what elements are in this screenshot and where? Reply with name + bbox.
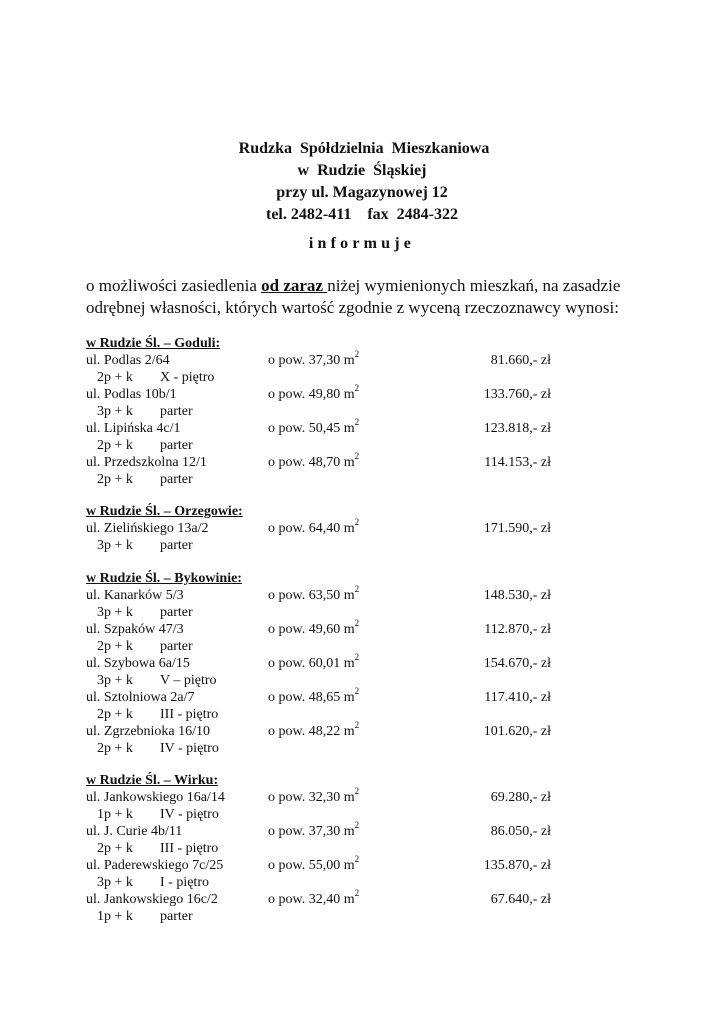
listing-area [268, 786, 360, 806]
listing-address: ul. Podlas 10b/1 [86, 387, 177, 402]
area-prefix: o pow. [268, 892, 309, 907]
listing-floor: parter [160, 605, 193, 620]
area-value: 64,40 [308, 521, 341, 536]
listing-floor: parter [160, 472, 193, 487]
area-unit: m [340, 421, 355, 436]
listing-row [86, 786, 646, 806]
listing-details-row [86, 604, 646, 621]
area-unit: m [340, 656, 355, 671]
listing-address: ul. Jankowskiego 16a/14 [86, 790, 225, 805]
intro-text-before: o możliwości zasiedlenia [86, 276, 262, 295]
cooperative-city: w Rudzie Śląskiej [297, 162, 427, 179]
district-section [86, 335, 646, 488]
area-unit-exponent: 2 [354, 786, 360, 797]
area-unit-exponent: 2 [354, 383, 360, 394]
listing-price: 117.410,- zł [484, 690, 551, 705]
listing-details-row [86, 874, 646, 891]
listing-area [268, 618, 360, 638]
listing-area [268, 417, 360, 437]
district-title: w Rudzie Śl. – Orzegowie: [86, 504, 243, 519]
area-prefix: o pow. [268, 521, 309, 536]
area-value: 49,60 [308, 622, 341, 637]
listing-rooms: 2p + k [97, 707, 133, 722]
listing-address: ul. Podlas 2/64 [86, 353, 170, 368]
listing-rooms: 2p + k [97, 472, 133, 487]
listing-floor: I - piętro [160, 875, 209, 890]
listing-area [268, 517, 360, 537]
listing-row [86, 349, 646, 369]
listing-details-row [86, 638, 646, 655]
listing-area [268, 584, 360, 604]
listing-details-row [86, 537, 646, 554]
listing-area [268, 820, 360, 840]
listing-area [268, 451, 360, 471]
area-prefix: o pow. [268, 455, 309, 470]
area-unit: m [340, 353, 355, 368]
intro-emphasis: od zaraz [261, 276, 328, 295]
listing-row [86, 417, 646, 437]
cooperative-name: Rudzka Spółdzielnia Mieszkaniowa [238, 140, 490, 157]
listing-price: 112.870,- zł [484, 622, 551, 637]
announcement-heading: informuje [308, 235, 416, 252]
listing-rooms: 2p + k [97, 438, 133, 453]
listing-price: 148.530,- zł [483, 588, 551, 603]
district-section [86, 570, 646, 757]
area-value: 32,30 [308, 790, 341, 805]
area-prefix: o pow. [268, 421, 309, 436]
listing-address: ul. Jankowskiego 16c/2 [86, 892, 218, 907]
cooperative-header [0, 138, 724, 226]
listing-price: 123.818,- zł [483, 421, 551, 436]
listing-details-row [86, 672, 646, 689]
area-prefix: o pow. [268, 588, 309, 603]
area-value: 37,30 [308, 824, 341, 839]
listing-floor: III - piętro [160, 707, 219, 722]
area-unit: m [340, 588, 355, 603]
listing-floor: III - piętro [160, 841, 219, 856]
listing-rooms: 3p + k [97, 538, 133, 553]
listing-details-row [86, 471, 646, 488]
listing-address: ul. Szpaków 47/3 [86, 622, 184, 637]
area-unit: m [340, 455, 355, 470]
area-unit: m [340, 521, 355, 536]
area-unit: m [340, 824, 355, 839]
area-value: 48,65 [308, 690, 341, 705]
listing-details-row [86, 740, 646, 757]
area-prefix: o pow. [268, 690, 309, 705]
listing-floor: parter [160, 404, 193, 419]
district-section [86, 503, 646, 554]
area-prefix: o pow. [268, 622, 309, 637]
district-title: w Rudzie Śl. – Goduli: [86, 336, 221, 351]
area-unit-exponent: 2 [354, 652, 360, 663]
listing-address: ul. Sztolniowa 2a/7 [86, 690, 195, 705]
listing-rooms: 3p + k [97, 673, 133, 688]
listing-rooms: 3p + k [97, 404, 133, 419]
listing-price: 101.620,- zł [483, 724, 551, 739]
listing-row [86, 820, 646, 840]
listing-row [86, 383, 646, 403]
area-unit-exponent: 2 [354, 854, 360, 865]
area-unit-exponent: 2 [354, 584, 360, 595]
area-unit-exponent: 2 [354, 618, 360, 629]
area-unit-exponent: 2 [354, 417, 360, 428]
area-prefix: o pow. [268, 790, 309, 805]
listing-row [86, 618, 646, 638]
listing-rooms: 2p + k [97, 841, 133, 856]
cooperative-address: przy ul. Magazynowej 12 [276, 184, 448, 201]
intro-line-1 [86, 275, 646, 297]
listing-row [86, 686, 646, 706]
intro-line-2: odrębnej własności, których wartość zgodnie z wyceną rzeczoznawcy wynosi: [86, 298, 619, 317]
listing-rooms: 3p + k [97, 875, 133, 890]
area-prefix: o pow. [268, 353, 309, 368]
listing-address: ul. Przedszkolna 12/1 [86, 455, 207, 470]
area-value: 60,01 [308, 656, 341, 671]
area-unit-exponent: 2 [354, 686, 360, 697]
listing-area [268, 686, 360, 706]
area-unit-exponent: 2 [354, 820, 360, 831]
listing-rooms: 2p + k [97, 370, 133, 385]
listing-price: 67.640,- zł [490, 892, 551, 907]
listing-row [86, 652, 646, 672]
listing-details-row [86, 806, 646, 823]
listing-floor: parter [160, 538, 193, 553]
area-value: 48,70 [308, 455, 341, 470]
listing-area [268, 383, 360, 403]
listing-price: 133.760,- zł [483, 387, 551, 402]
area-unit-exponent: 2 [354, 517, 360, 528]
listing-address: ul. Zielińskiego 13a/2 [86, 521, 209, 536]
area-prefix: o pow. [268, 656, 309, 671]
intro-paragraph [86, 275, 646, 319]
area-value: 50,45 [308, 421, 341, 436]
district-title: w Rudzie Śl. – Wirku: [86, 773, 219, 788]
listing-price: 154.670,- zł [483, 656, 551, 671]
listing-address: ul. Szybowa 6a/15 [86, 656, 190, 671]
listing-price: 114.153,- zł [484, 455, 551, 470]
area-unit: m [340, 790, 355, 805]
area-prefix: o pow. [268, 724, 309, 739]
listing-row [86, 720, 646, 740]
area-value: 55,00 [308, 858, 341, 873]
listing-rooms: 1p + k [97, 909, 133, 924]
listing-rooms: 3p + k [97, 605, 133, 620]
area-unit-exponent: 2 [354, 720, 360, 731]
area-unit: m [340, 387, 355, 402]
listing-price: 69.280,- zł [490, 790, 551, 805]
area-unit: m [340, 724, 355, 739]
listing-area [268, 652, 360, 672]
listing-row [86, 451, 646, 471]
area-prefix: o pow. [268, 858, 309, 873]
listing-floor: parter [160, 438, 193, 453]
listing-row [86, 517, 646, 537]
listing-area [268, 888, 360, 908]
listing-rooms: 2p + k [97, 639, 133, 654]
area-value: 37,30 [308, 353, 341, 368]
district-title: w Rudzie Śl. – Bykowinie: [86, 571, 242, 586]
listing-floor: parter [160, 909, 193, 924]
listing-floor: IV - piętro [160, 807, 219, 822]
area-value: 48,22 [308, 724, 341, 739]
listing-details-row [86, 908, 646, 925]
listing-row [86, 584, 646, 604]
area-unit-exponent: 2 [354, 451, 360, 462]
listing-address: ul. Zgrzebnioka 16/10 [86, 724, 211, 739]
area-value: 32,40 [308, 892, 341, 907]
listing-price: 171.590,- zł [483, 521, 551, 536]
intro-text-after: niżej wymienionych mieszkań, na zasadzie [327, 276, 621, 295]
listing-price: 135.870,- zł [483, 858, 551, 873]
listing-floor: X - piętro [160, 370, 215, 385]
listing-floor: parter [160, 639, 193, 654]
cooperative-contact: tel. 2482-411 fax 2484-322 [266, 206, 458, 223]
listing-area [268, 349, 360, 369]
listing-floor: IV - piętro [160, 741, 219, 756]
listing-rooms: 2p + k [97, 741, 133, 756]
listing-floor: V – piętro [160, 673, 217, 688]
listing-address: ul. Paderewskiego 7c/25 [86, 858, 224, 873]
listing-row [86, 888, 646, 908]
listing-area [268, 720, 360, 740]
area-unit-exponent: 2 [354, 349, 360, 360]
district-section [86, 772, 646, 925]
area-unit: m [340, 858, 355, 873]
listing-details-row [86, 840, 646, 857]
listing-address: ul. Lipińska 4c/1 [86, 421, 181, 436]
listing-address: ul. Kanarków 5/3 [86, 588, 184, 603]
listing-row [86, 854, 646, 874]
area-prefix: o pow. [268, 387, 309, 402]
area-unit: m [340, 690, 355, 705]
listing-rooms: 1p + k [97, 807, 133, 822]
listing-price: 81.660,- zł [490, 353, 551, 368]
area-value: 49,80 [308, 387, 341, 402]
area-unit: m [340, 892, 355, 907]
listing-address: ul. J. Curie 4b/11 [86, 824, 183, 839]
listing-details-row [86, 437, 646, 454]
area-unit: m [340, 622, 355, 637]
listing-details-row [86, 706, 646, 723]
area-value: 63,50 [308, 588, 341, 603]
area-unit-exponent: 2 [354, 888, 360, 899]
area-prefix: o pow. [268, 824, 309, 839]
listing-price: 86.050,- zł [490, 824, 551, 839]
listing-area [268, 854, 360, 874]
listing-details-row [86, 369, 646, 386]
listing-details-row [86, 403, 646, 420]
